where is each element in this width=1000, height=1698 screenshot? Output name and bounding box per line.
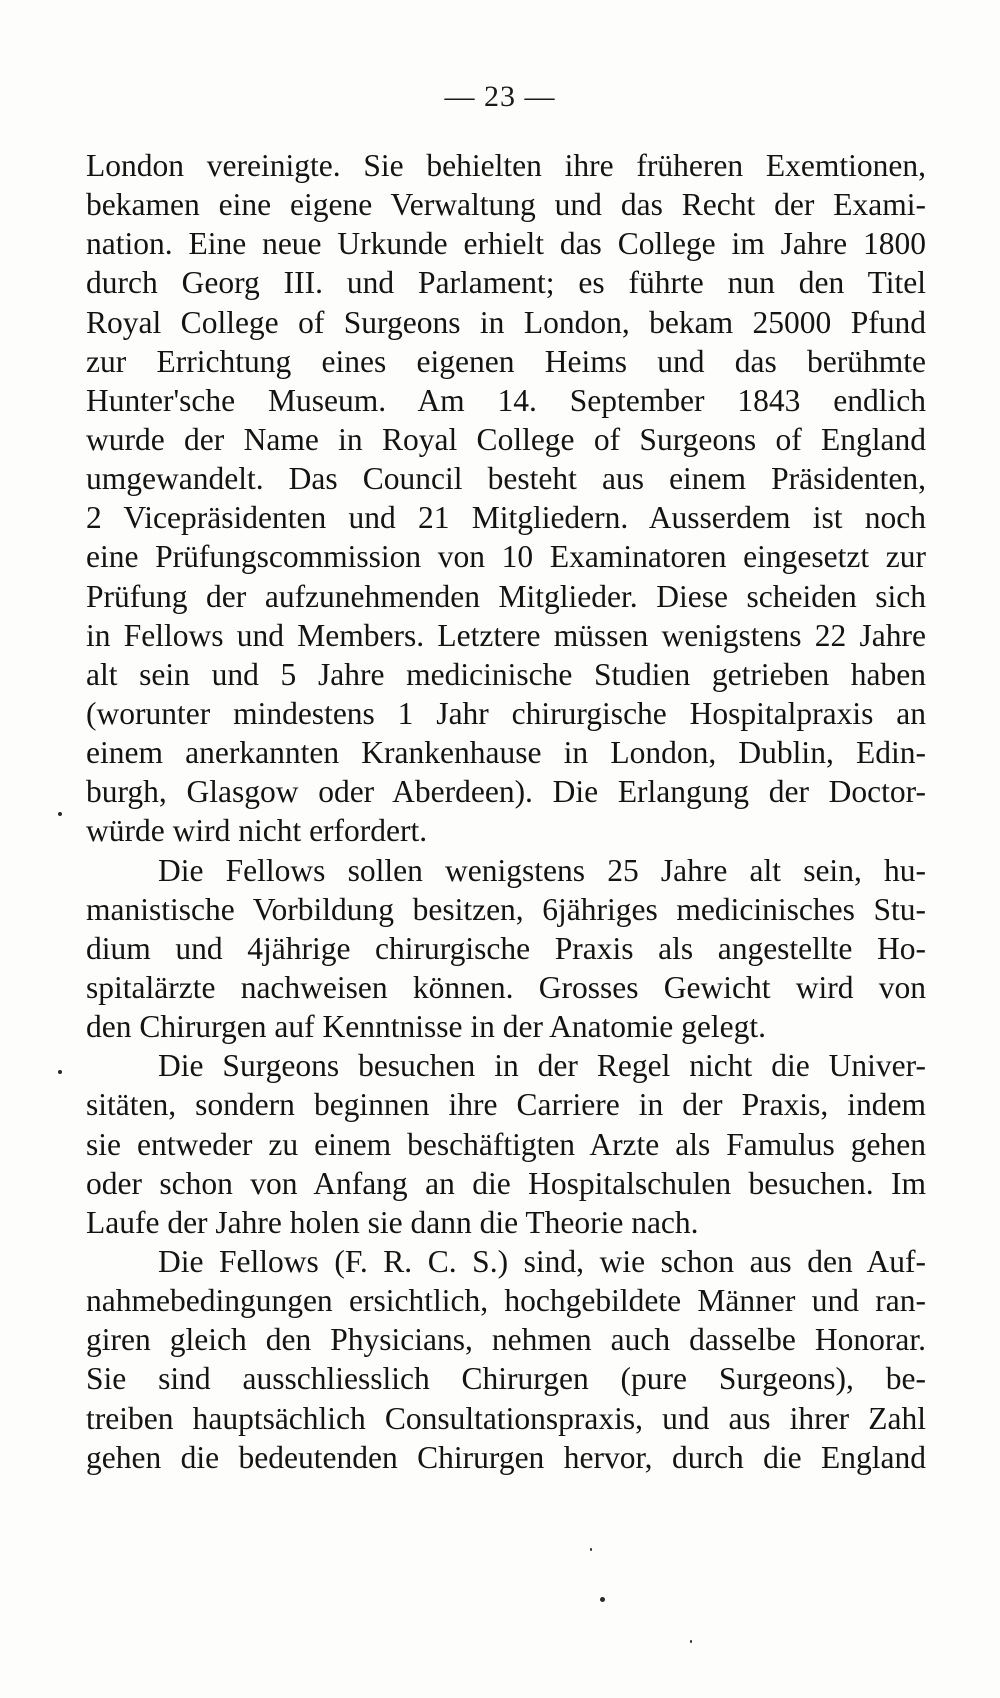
text-line: Sie sind ausschliesslich Chirurgen (pure Surgeons), be- <box>86 1361 926 1397</box>
scan-speck <box>58 1070 62 1074</box>
text-line: (worunter mindestens 1 Jahr chirurgische Hospitalpraxis an <box>86 695 926 731</box>
text-line: zur Errichtung eines eigenen Heims und das berühmte <box>86 343 926 379</box>
text-line: durch Georg III. und Parlament; es führte nun den Titel <box>86 265 926 301</box>
scan-speck <box>690 1640 692 1643</box>
text-line: oder schon von Anfang an die Hospitalschulen besuchen. Im <box>86 1165 926 1201</box>
text-line: dium und 4jährige chirurgische Praxis als angestellte Ho- <box>86 930 926 966</box>
text-line: den Chirurgen auf Kenntnisse in der Anatomie gelegt. <box>86 1009 767 1045</box>
scan-speck <box>600 1597 605 1602</box>
text-line: eine Prüfungscommission von 10 Examinatoren eingesetzt zur <box>86 539 926 575</box>
page-number: — 23 — <box>444 80 556 113</box>
text-line: giren gleich den Physicians, nehmen auch dasselbe Honorar. <box>86 1322 926 1358</box>
text-line: gehen die bedeutenden Chirurgen hervor, durch die England <box>86 1439 926 1475</box>
text-line: alt sein und 5 Jahre medicinische Studien getrieben haben <box>86 656 926 692</box>
scan-speck <box>58 812 62 816</box>
text-line: treiben hauptsächlich Consultationspraxis, und aus ihrer Zahl <box>86 1400 926 1436</box>
text-line: umgewandelt. Das Council besteht aus einem Präsidenten, <box>86 461 926 497</box>
text-line: einem anerkannten Krankenhause in London, Dublin, Edin- <box>86 735 926 771</box>
text-line: sie entweder zu einem beschäftigten Arzte als Famulus gehen <box>86 1126 926 1162</box>
text-line: Laufe der Jahre holen sie dann die Theorie nach. <box>86 1204 699 1240</box>
paragraph-start-line: Die Fellows (F. R. C. S.) sind, wie schon aus den Auf- <box>158 1243 926 1279</box>
text-line: spitalärzte nachweisen können. Grosses Gewicht wird von <box>86 969 926 1005</box>
text-line: Royal College of Surgeons in London, bekam 25000 Pfund <box>86 304 926 340</box>
text-line: Hunter'sche Museum. Am 14. September 1843 endlich <box>86 382 926 418</box>
text-line: sitäten, sondern beginnen ihre Carriere in der Praxis, indem <box>86 1087 926 1123</box>
body-text <box>86 146 926 1477</box>
text-line: nahmebedingungen ersichtlich, hochgebildete Männer und ran- <box>86 1283 926 1319</box>
text-line: London vereinigte. Sie behielten ihre früheren Exemtionen, <box>86 148 926 183</box>
text-line: burgh, Glasgow oder Aberdeen). Die Erlangung der Doctor- <box>86 774 926 810</box>
text-line: Prüfung der aufzunehmenden Mitglieder. Diese scheiden sich <box>86 578 926 614</box>
scan-speck <box>590 1548 592 1551</box>
paragraph-start-line: Die Fellows sollen wenigstens 25 Jahre alt sein, hu- <box>158 852 926 888</box>
text-line: bekamen eine eigene Verwaltung und das Recht der Exami- <box>86 187 926 223</box>
text-line: würde wird nicht erfordert. <box>86 813 428 849</box>
text-line: manistische Vorbildung besitzen, 6jähriges medicinisches Stu- <box>86 891 926 927</box>
text-line: nation. Eine neue Urkunde erhielt das College im Jahre 1800 <box>86 226 926 262</box>
paragraph-start-line: Die Surgeons besuchen in der Regel nicht die Univer- <box>158 1048 926 1084</box>
text-line: 2 Vicepräsidenten und 21 Mitgliedern. Ausserdem ist noch <box>86 500 926 536</box>
text-line: wurde der Name in Royal College of Surgeons of England <box>86 421 926 457</box>
text-line: in Fellows und Members. Letztere müssen wenigstens 22 Jahre <box>86 617 926 653</box>
